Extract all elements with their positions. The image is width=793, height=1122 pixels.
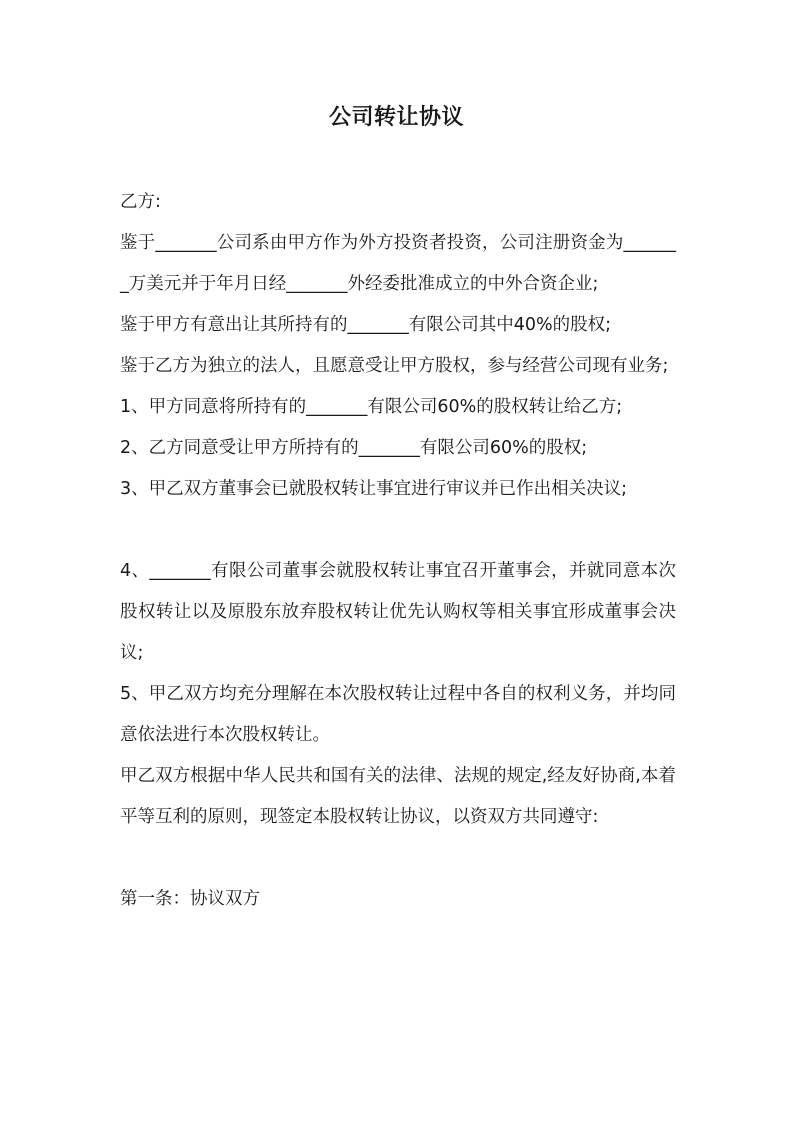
- agreement-preamble: 甲乙双方根据中华人民共和国有关的法律、法规的规定,经友好协商,本着平等互利的原则，现签定本股权转让协议，以资双方共同遵守:: [120, 766, 676, 827]
- document-title: 公司转让协议: [328, 105, 464, 130]
- recital-party-b-intent: 鉴于乙方为独立的法人，且愿意受让甲方股权，参与经营公司现有业务;: [120, 356, 669, 376]
- clause-item-1: 1、甲方同意将所持有的_______有限公司60%的股权转让给乙方;: [120, 397, 623, 417]
- recital-party-a-intent: 鉴于甲方有意出让其所持有的_______有限公司其中40%的股权;: [120, 315, 612, 335]
- clause-item-4: 4、_______有限公司董事会就股权转让事宜召开董事会，并就同意本次股权转让以及原股东放弃股权转让优先认购权等相关事宜形成董事会决议;: [120, 561, 676, 663]
- article-1-heading: 第一条：协议双方: [120, 889, 260, 909]
- clause-item-3: 3、甲乙双方董事会已就股权转让事宜进行审议并已作出相关决议;: [120, 479, 628, 499]
- document-body: [120, 182, 676, 920]
- blank-line: [120, 510, 676, 551]
- party-b-label: 乙方:: [120, 192, 161, 212]
- blank-line: [120, 838, 676, 879]
- clause-item-2: 2、乙方同意受让甲方所持有的_______有限公司60%的股权;: [120, 438, 588, 458]
- clause-item-5: 5、甲乙双方均充分理解在本次股权转让过程中各自的权利义务，并均同意依法进行本次股权转让。: [120, 684, 676, 745]
- recital-company-background: 鉴于_______公司系由甲方作为外方投资者投资，公司注册资金为_______万美元并于年月日经_______外经委批准成立的中外合资企业;: [120, 233, 676, 294]
